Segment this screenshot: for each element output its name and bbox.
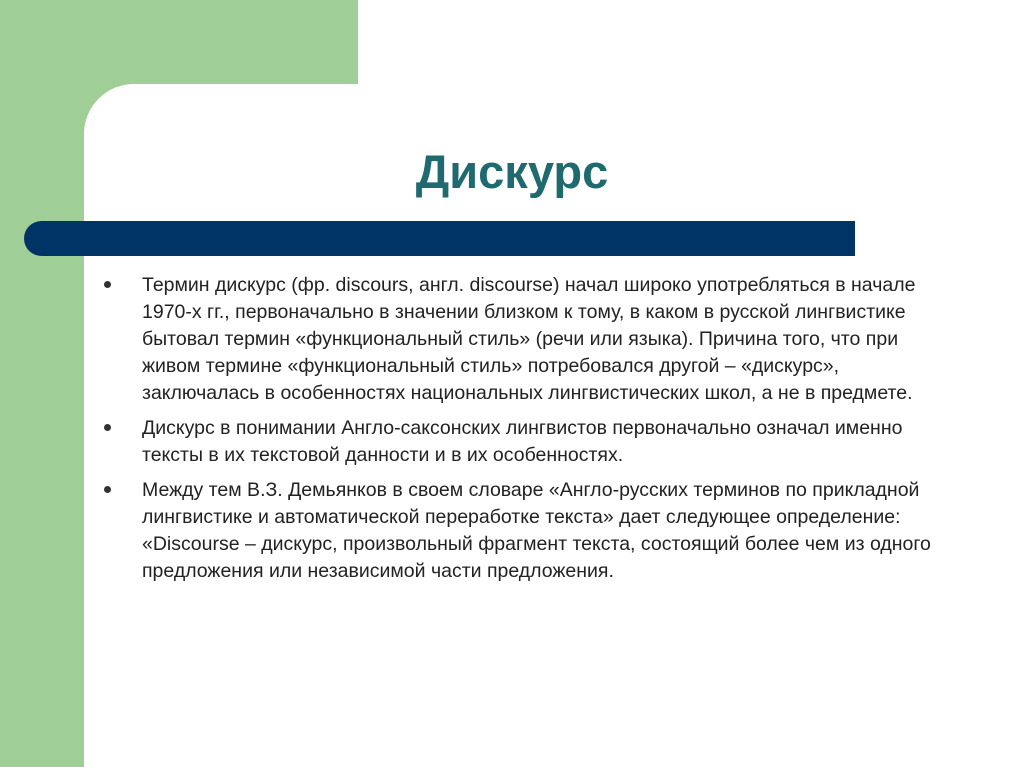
bullet-item	[104, 477, 934, 585]
bullet-text: Термин дискурс (фр. discours, англ. discourse) начал широко употребляться в начале 1970-х гг., первоначально в значении близком к тому, в каком в русской лингвистике бытовал термин «функциональный стиль» (речи или языка). Причина того, что при живом термине «функциональный стиль» потребовался другой – «дискурс», заключалась в особенностях национальных лингвистических школ, а не в предмете.	[142, 274, 916, 404]
bullet-text: Между тем В.З. Демьянков в своем словаре «Англо-русских терминов по прикладной лингвистике и автоматической переработке текста» дает следующее определение: «Discourse – дискурс, произвольный фрагмент текста, состоящий более чем из одного предложения или независимой части предложения.	[142, 479, 931, 582]
bullet-list	[104, 272, 934, 593]
bullet-dot-icon	[104, 281, 111, 288]
slide-title: Дискурс	[415, 145, 609, 198]
bullet-item	[104, 415, 934, 469]
bullet-text: Дискурс в понимании Англо-саксонских лингвистов первоначально означал именно тексты в их текстовой данности и в их особенностях.	[142, 417, 903, 466]
bullet-dot-icon	[104, 486, 111, 493]
title-underline-bar	[24, 221, 855, 256]
bullet-item	[104, 272, 934, 407]
bullet-dot-icon	[104, 424, 111, 431]
